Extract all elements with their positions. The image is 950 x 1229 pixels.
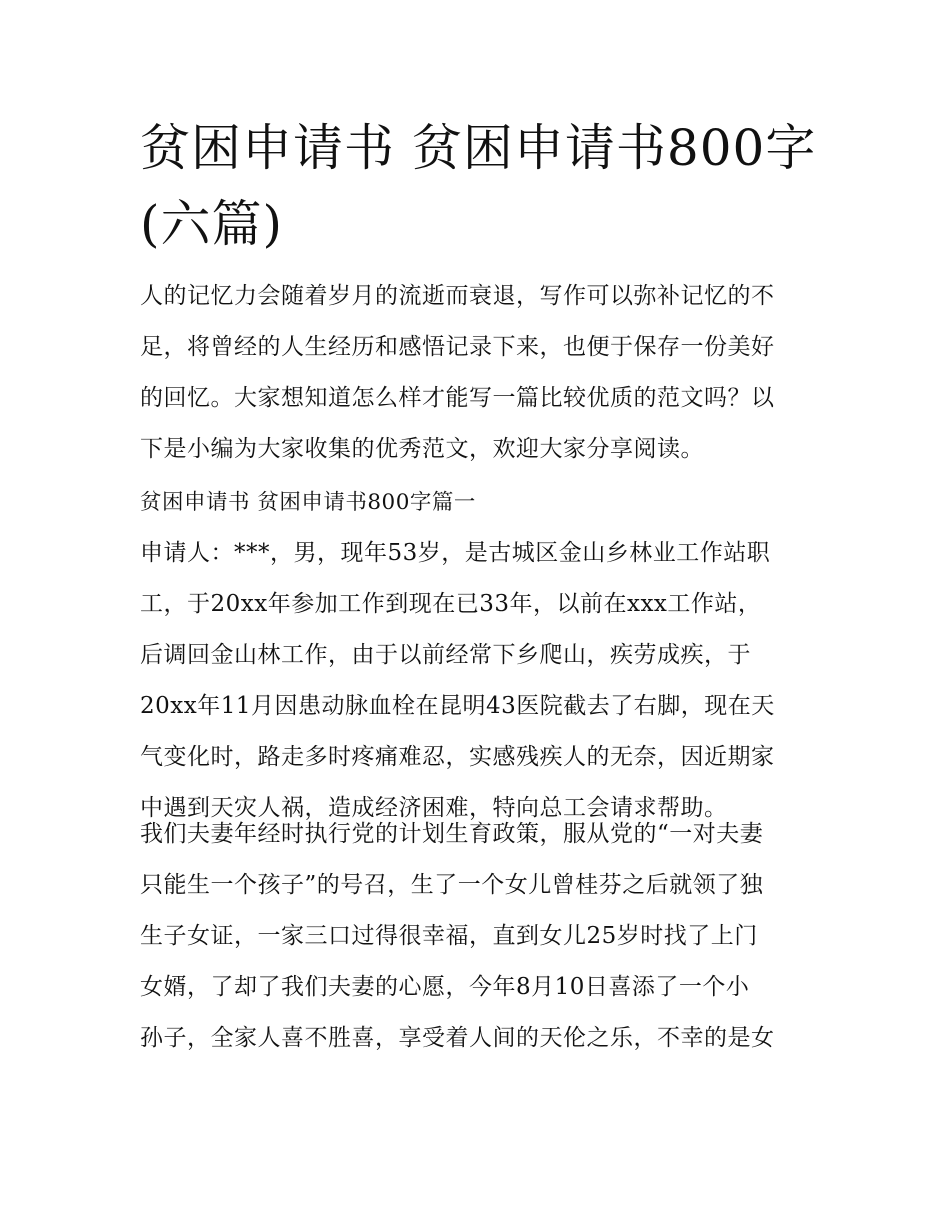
paragraph-line: 气变化时，路走多时疼痛难忍，实感残疾人的无奈，因近期家 (140, 744, 775, 770)
paragraph-line: 中遇到天灾人祸，造成经济困难，特向总工会请求帮助。 (140, 795, 728, 821)
intro-paragraph (140, 271, 820, 475)
paragraph-line: 20xx年11月因患动脉血栓在昆明43医院截去了右脚，现在天 (140, 693, 775, 719)
paragraph-line: 我们夫妻年经时执行党的计划生育政策，服从党的“一对夫妻 (140, 821, 764, 847)
title-line-1: 贫困申请书 贫困申请书800字 (140, 119, 817, 177)
intro-line: 足，将曾经的人生经历和感悟记录下来，也便于保存一份美好 (140, 334, 775, 360)
intro-line: 人的记忆力会随着岁月的流逝而衰退，写作可以弥补记忆的不 (140, 283, 775, 309)
intro-line: 的回忆。大家想知道怎么样才能写一篇比较优质的范文吗？以 (140, 385, 775, 411)
body-paragraph-2 (140, 809, 820, 1064)
paragraph-line: 工，于20xx年参加工作到现在已33年，以前在xxx工作站， (140, 591, 762, 617)
paragraph-line: 女婿，了却了我们夫妻的心愿，今年8月10日喜添了一个小 (140, 974, 750, 1000)
paragraph-line: 孙子，全家人喜不胜喜，享受着人间的天伦之乐，不幸的是女 (140, 1025, 775, 1051)
section-heading: 贫困申请书 贫困申请书800字篇一 (140, 490, 476, 515)
paragraph-line: 只能生一个孩子”的号召，生了一个女儿曾桂芬之后就领了独 (140, 872, 764, 898)
body-paragraph-1 (140, 528, 820, 834)
title-line-2: (六篇) (140, 195, 284, 253)
intro-line: 下是小编为大家收集的优秀范文，欢迎大家分享阅读。 (140, 436, 704, 462)
paragraph-line: 申请人：***，男，现年53岁，是古城区金山乡林业工作站职 (140, 540, 771, 566)
paragraph-line: 生子女证，一家三口过得很幸福，直到女儿25岁时找了上门 (140, 923, 758, 949)
paragraph-line: 后调回金山林工作，由于以前经常下乡爬山，疾劳成疾，于 (140, 642, 751, 668)
document-title (140, 110, 820, 262)
